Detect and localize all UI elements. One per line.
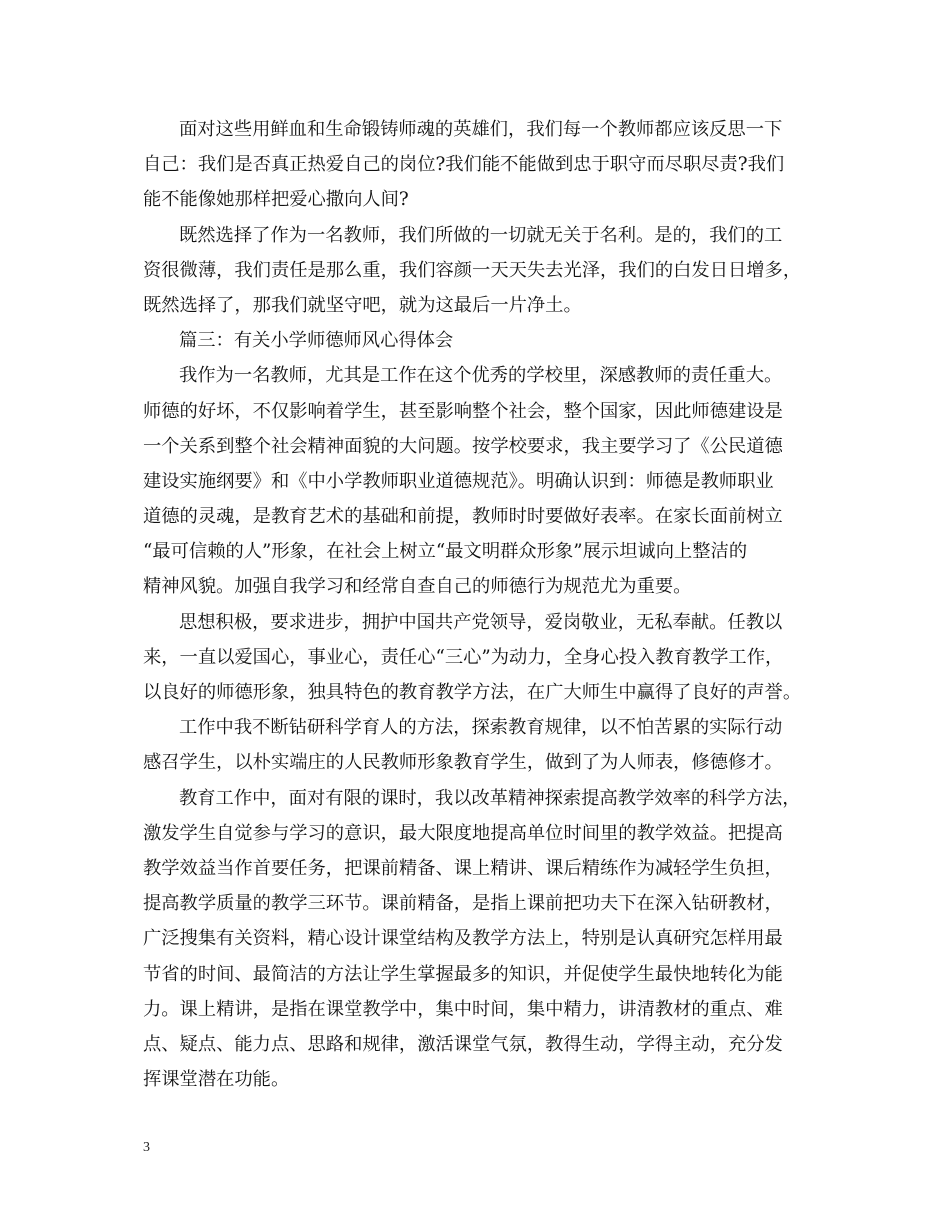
paragraph-line: 提高教学质量的教学三环节。课前精备，是指上课前把功夫下在深入钻研教材， <box>143 893 783 915</box>
paragraph-line: 来，一直以爱国心，事业心，责任心“三心”为动力，全身心投入教育教学工作， <box>143 646 784 668</box>
paragraph-line: 力。课上精讲，是指在课堂教学中，集中时间，集中精力，讲清教材的重点、难 <box>143 998 783 1020</box>
paragraph-line: 教学效益当作首要任务，把课前精备、课上精讲、课后精练作为减轻学生负担， <box>143 857 783 879</box>
paragraph-line: 师德的好坏，不仅影响着学生，甚至影响整个社会，整个国家，因此师德建设是 <box>143 400 783 422</box>
paragraph-line: 思想积极，要求进步，拥护中国共产党领导，爱岗敬业，无私奉献。任教以 <box>179 611 783 633</box>
paragraph-line: 点、疑点、能力点、思路和规律，激活课堂气氛，教得生动，学得主动，充分发 <box>143 1033 783 1055</box>
page-number: 3 <box>143 1140 150 1155</box>
paragraph-line: 感召学生，以朴实端庄的人民教师形象教育学生，做到了为人师表，修德修才。 <box>143 752 783 774</box>
paragraph-line: 激发学生自觉参与学习的意识，最大限度地提高单位时间里的教学效益。把提高 <box>143 822 783 844</box>
paragraph-line: 挥课堂潜在功能。 <box>143 1069 290 1091</box>
paragraph-line: 广泛搜集有关资料，精心设计课堂结构及教学方法上，特别是认真研究怎样用最 <box>143 928 783 950</box>
paragraph-line: 既然选择了，那我们就坚守吧，就为这最后一片净土。 <box>143 294 582 316</box>
paragraph-line: 资很微薄，我们责任是那么重，我们容颜一天天失去光泽，我们的白发日日增多， <box>143 259 802 281</box>
paragraph-line: “最可信赖的人”形象，在社会上树立“最文明群众形象”展示坦诚向上整洁的 <box>143 541 748 563</box>
paragraph-line: 教育工作中，面对有限的课时，我以改革精神探索提高教学效率的科学方法， <box>179 787 801 809</box>
paragraph-line: 工作中我不断钻研科学育人的方法，探索教育规律，以不怕苦累的实际行动 <box>179 717 783 739</box>
paragraph-line: 一个关系到整个社会精神面貌的大问题。按学校要求，我主要学习了《公民道德 <box>143 435 783 457</box>
paragraph-line: 节省的时间、最简洁的方法让学生掌握最多的知识，并促使学生最快地转化为能 <box>143 963 783 985</box>
paragraph-line: 以良好的师德形象，独具特色的教育教学方法，在广大师生中赢得了良好的声誉。 <box>143 682 802 703</box>
paragraph-line: 自己：我们是否真正热爱自己的岗位?我们能不能做到忠于职守而尽职尽责?我们 <box>143 154 785 176</box>
paragraph-line: 面对这些用鲜血和生命锻铸师魂的英雄们，我们每一个教师都应该反思一下 <box>179 119 783 140</box>
paragraph-line: 我作为一名教师，尤其是工作在这个优秀的学校里，深感教师的责任重大。 <box>179 365 783 387</box>
paragraph-line: 精神风貌。加强自我学习和经常自查自己的师德行为规范尤为重要。 <box>143 576 692 598</box>
paragraph-line: 道德的灵魂，是教育艺术的基础和前提，教师时时要做好表率。在家长面前树立 <box>143 506 783 528</box>
document-body <box>143 112 815 1097</box>
section-heading: 篇三：有关小学师德师风心得体会 <box>179 330 454 352</box>
paragraph-line: 既然选择了作为一名教师，我们所做的一切就无关于名利。是的，我们的工 <box>179 224 783 246</box>
paragraph-line: 建设实施纲要》和《中小学教师职业道德规范》。明确认识到：师德是教师职业 <box>143 470 774 492</box>
paragraph-line: 能不能像她那样把爱心撒向人间? <box>143 189 409 211</box>
